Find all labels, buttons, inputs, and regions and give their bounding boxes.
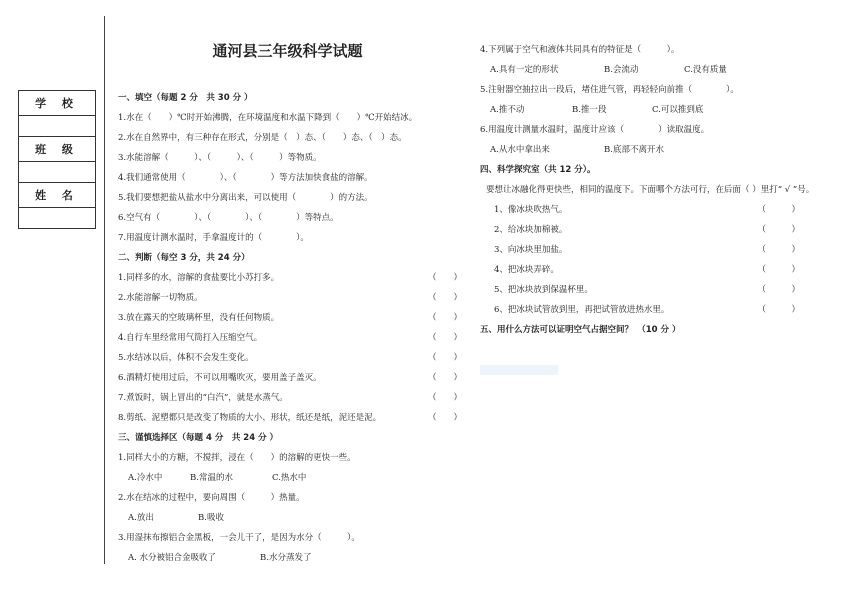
option[interactable]: C.没有质量 <box>684 65 727 75</box>
answer-area[interactable] <box>480 365 558 375</box>
left-column <box>118 88 470 568</box>
explore-answer-paren[interactable]: （ ） <box>757 285 800 295</box>
name-blank[interactable] <box>19 208 96 229</box>
school-blank[interactable] <box>19 116 96 137</box>
judge-answer-paren[interactable]: （ ） <box>427 293 462 303</box>
explore-item <box>480 220 840 240</box>
choice-question: 2.水在结冰的过程中，要向周围（ ）热量。 <box>118 493 305 503</box>
choice-options <box>118 508 470 528</box>
judge-item <box>118 388 470 408</box>
section3-heading: 三、谨慎选择区（每题 4 分 共 24 分 ） <box>118 433 279 443</box>
explore-answer-paren[interactable]: （ ） <box>757 245 800 255</box>
section4-heading: 四、科学探究室（共 12 分）。 <box>480 165 596 175</box>
choice-options <box>480 60 840 80</box>
option[interactable]: B.会流动 <box>604 65 639 75</box>
judge-item <box>118 348 470 368</box>
school-label: 学 校 <box>19 91 96 116</box>
choice-question: 1.同样大小的方糖，不搅拌，浸在（ ）的溶解的更快一些。 <box>118 453 356 463</box>
judge-text: 4.自行车里经常用气筒打入压缩空气。 <box>118 333 263 343</box>
section1-heading: 一、填空（每题 2 分 共 30 分 ） <box>118 93 253 103</box>
judge-item <box>118 368 470 388</box>
judge-item <box>118 268 470 288</box>
fill-item: 3.水能溶解（ ）、（ ）、（ ）等物质。 <box>118 153 322 163</box>
choice-options <box>118 468 470 488</box>
choice-options <box>480 100 840 120</box>
judge-answer-paren[interactable]: （ ） <box>427 373 462 383</box>
judge-text: 7.煮饭时，锅上冒出的“白汽”，就是水蒸气。 <box>118 393 288 403</box>
binding-line <box>104 16 105 564</box>
class-blank[interactable] <box>19 162 96 183</box>
explore-text: 4、把冰块弄碎。 <box>494 265 559 275</box>
judge-item <box>118 288 470 308</box>
fill-item: 2.水在自然界中，有三种存在形式，分别是（ ）态、（ ）态、（ ）态。 <box>118 133 407 143</box>
explore-text: 6、把冰块试管放到里，再把试管放进热水里。 <box>494 305 670 315</box>
judge-answer-paren[interactable]: （ ） <box>427 393 462 403</box>
option[interactable]: B.推一段 <box>572 105 607 115</box>
option[interactable]: A.放出 <box>128 513 154 523</box>
name-label: 姓 名 <box>19 183 96 208</box>
option[interactable]: A. 水分被铝合金吸收了 <box>128 553 217 563</box>
fill-item: 6.空气有（ ）、（ ）、（ ）等特点。 <box>118 213 339 223</box>
option[interactable]: A.具有一定的形状 <box>490 65 559 75</box>
option[interactable]: A.推不动 <box>490 105 525 115</box>
fill-item: 5.我们要想把盐从盐水中分离出来，可以使用（ ）的方法。 <box>118 193 373 203</box>
section4-intro: 要想让冰融化得更快些，相同的温度下。下面哪个方法可行，在后面（ ）里打“ √ ”号。 <box>486 185 815 195</box>
judge-item <box>118 408 470 428</box>
choice-question: 6.用温度计测量水温时，温度计应该（ ）读取温度。 <box>480 125 710 135</box>
explore-text: 1、像冰块吹热气。 <box>494 205 568 215</box>
explore-text: 2、给冰块加棉被。 <box>494 225 568 235</box>
judge-answer-paren[interactable]: （ ） <box>427 313 462 323</box>
choice-options <box>480 140 840 160</box>
option[interactable]: A.冷水中 <box>128 473 163 483</box>
explore-item <box>480 240 840 260</box>
fill-item: 7.用温度计测水温时，手拿温度计的（ ）。 <box>118 233 309 243</box>
choice-question: 3.用湿抹布擦铝合金黑板，一会儿干了，是因为水分（ ）。 <box>118 533 360 543</box>
explore-item <box>480 300 840 320</box>
option[interactable]: C.热水中 <box>272 473 307 483</box>
judge-text: 2.水能溶解一切物质。 <box>118 293 203 303</box>
option[interactable]: B.水分蒸发了 <box>260 553 312 563</box>
judge-item <box>118 328 470 348</box>
explore-item <box>480 260 840 280</box>
explore-answer-paren[interactable]: （ ） <box>757 205 800 215</box>
student-info-table <box>18 90 96 229</box>
explore-text: 3、向冰块里加盐。 <box>494 245 568 255</box>
option[interactable]: B.吸收 <box>198 513 224 523</box>
explore-item <box>480 200 840 220</box>
option[interactable]: A.从水中拿出来 <box>490 145 550 155</box>
fill-item: 1.水在（ ）℃时开始沸腾，在环境温度和水温下降到（ ）℃开始结冰。 <box>118 113 418 123</box>
judge-answer-paren[interactable]: （ ） <box>427 353 462 363</box>
judge-text: 1.同样多的水，溶解的食盐要比小苏打多。 <box>118 273 280 283</box>
choice-question: 5.注射器空抽拉出一段后，堵住进气管，再轻轻向前推（ ）。 <box>480 85 739 95</box>
explore-answer-paren[interactable]: （ ） <box>757 265 800 275</box>
explore-answer-paren[interactable]: （ ） <box>757 305 800 315</box>
judge-answer-paren[interactable]: （ ） <box>427 333 462 343</box>
judge-text: 3.放在露天的空玻璃杯里，没有任何物质。 <box>118 313 280 323</box>
judge-text: 8.剪纸、泥塑都只是改变了物质的大小、形状，纸还是纸，泥还是泥。 <box>118 413 382 423</box>
option[interactable]: B.常温的水 <box>190 473 233 483</box>
judge-text: 5.水结冰以后，体积不会发生变化。 <box>118 353 254 363</box>
section5-heading: 五、用什么方法可以证明空气占据空间？ （10 分 ） <box>480 325 681 335</box>
choice-options <box>118 548 470 568</box>
section2-heading: 二、判断（每空 3 分，共 24 分） <box>118 253 250 263</box>
option[interactable]: C.可以推到底 <box>652 105 704 115</box>
choice-question: 4.下列属于空气和液体共同具有的特征是（ ）。 <box>480 45 680 55</box>
judge-answer-paren[interactable]: （ ） <box>427 273 462 283</box>
explore-text: 5、把冰块放到保温杯里。 <box>494 285 593 295</box>
judge-text: 6.酒精灯使用过后，不可以用嘴吹灭，要用盖子盖灭。 <box>118 373 322 383</box>
class-label: 班 级 <box>19 137 96 162</box>
option[interactable]: B.底部不离开水 <box>604 145 664 155</box>
judge-item <box>118 308 470 328</box>
explore-answer-paren[interactable]: （ ） <box>757 225 800 235</box>
explore-item <box>480 280 840 300</box>
fill-item: 4.我们通常使用（ ）、（ ）等方法加快食盐的溶解。 <box>118 173 373 183</box>
right-column <box>480 40 840 340</box>
page-title: 通河县三年级科学试题 <box>212 42 363 60</box>
judge-answer-paren[interactable]: （ ） <box>427 413 462 423</box>
